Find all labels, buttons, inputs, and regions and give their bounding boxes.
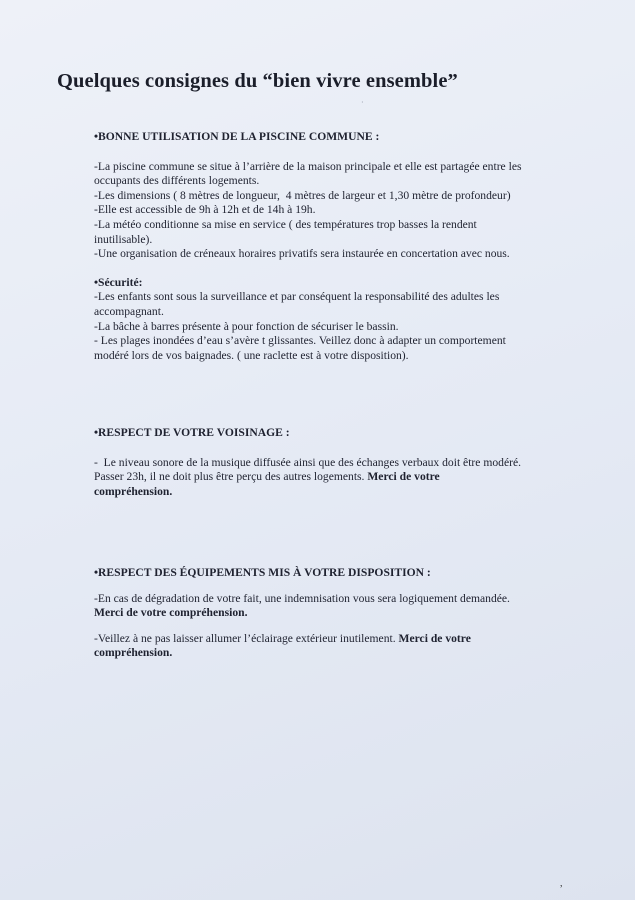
pool-line: -La météo conditionne sa mise en service ( des températures trop basses la rendent: [94, 217, 477, 231]
pool-line: -La piscine commune se situe à l’arrière de la maison principale et elle est partagée entre les: [94, 159, 522, 173]
pool-section: [94, 130, 584, 363]
neighbors-thanks: Merci de votre: [367, 470, 440, 484]
safety-line: modéré lors de vos baignades. ( une raclette est à votre disposition).: [94, 348, 409, 362]
safety-line: -Les enfants sont sous la surveillance et par conséquent la responsabilité des adultes les: [94, 290, 500, 304]
equipment-section: [94, 566, 584, 661]
pool-line: inutilisable).: [94, 232, 153, 246]
pool-heading: •BONNE UTILISATION DE LA PISCINE COMMUNE :: [94, 130, 380, 143]
page-title: Quelques consignes du “bien vivre ensemble”: [57, 70, 458, 92]
neighbors-heading: •RESPECT DE VOTRE VOISINAGE :: [94, 426, 290, 439]
safety-line: -La bâche à barres présente à pour fonction de sécuriser le bassin.: [94, 319, 399, 333]
neighbors-line: [94, 470, 584, 485]
pool-line: -Une organisation de créneaux horaires privatifs sera instaurée en concertation avec nous.: [94, 247, 510, 261]
safety-line: accompagnant.: [94, 304, 164, 318]
equipment-heading: •RESPECT DES ÉQUIPEMENTS MIS À VOTRE DISPOSITION :: [94, 566, 431, 579]
pool-line: occupants des différents logements.: [94, 174, 260, 188]
pool-line: -Elle est accessible de 9h à 12h et de 14h à 19h.: [94, 203, 316, 217]
safety-line: - Les plages inondées d’eau s’avère t glissantes. Veillez donc à adapter un comportement: [94, 334, 506, 348]
equipment-thanks: Merci de votre compréhension.: [94, 606, 248, 620]
neighbors-section: [94, 426, 584, 499]
equipment-text: -Veillez à ne pas laisser allumer l’éclairage extérieur inutilement.: [94, 631, 399, 645]
neighbors-line: - Le niveau sonore de la musique diffusée ainsi que des échanges verbaux doit être modéré.: [94, 455, 521, 469]
equipment-thanks: Merci de votre: [398, 631, 471, 645]
equipment-line: -En cas de dégradation de votre fait, une indemnisation vous sera logiquement demandée.: [94, 591, 510, 605]
pen-mark: ,: [560, 878, 563, 889]
equipment-line: [94, 632, 584, 647]
paper-speck: ·: [361, 98, 364, 107]
neighbors-text: Passer 23h, il ne doit plus être perçu des autres logements.: [94, 470, 368, 484]
neighbors-thanks-end: compréhension.: [94, 484, 173, 498]
equipment-thanks-end: compréhension.: [94, 646, 173, 660]
pool-line: -Les dimensions ( 8 mètres de longueur, 4 mètres de largeur et 1,30 mètre de profondeur): [94, 188, 511, 202]
safety-heading: •Sécurité:: [94, 275, 143, 289]
